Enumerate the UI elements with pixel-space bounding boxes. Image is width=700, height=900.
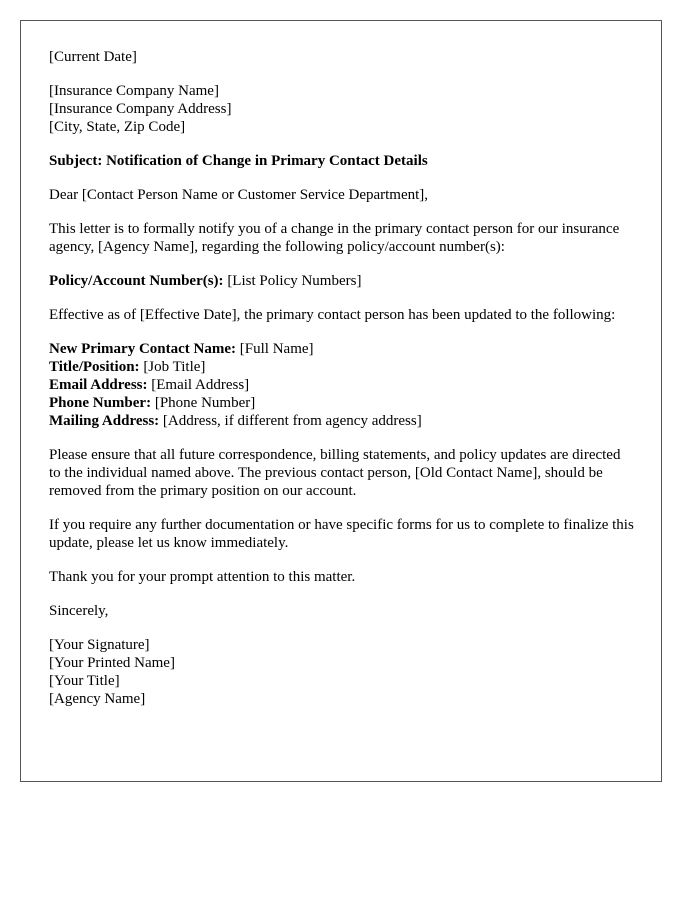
- thanks: Thank you for your prompt attention to this matter.: [49, 569, 356, 585]
- field-label: New Primary Contact Name:: [49, 341, 237, 357]
- agency-name: [Agency Name]: [49, 691, 146, 707]
- sender-title: [Your Title]: [49, 673, 120, 689]
- recipient-name: [Insurance Company Name]: [49, 83, 219, 99]
- field-value: [Full Name]: [236, 341, 314, 357]
- contact-phone-row: [49, 394, 634, 412]
- salutation: Dear [Contact Person Name or Customer Service Department],: [49, 187, 429, 203]
- contact-mailing-row: [49, 412, 634, 430]
- field-label: Title/Position:: [49, 359, 140, 375]
- intro-paragraph: This letter is to formally notify you of a change in the primary contact person for our insurance agency, [Agency Name], regarding the following policy/account number(s):: [49, 221, 620, 255]
- subject-text: Subject: Notification of Change in Primary Contact Details: [49, 153, 428, 169]
- contact-details: [49, 340, 634, 430]
- date: [Current Date]: [49, 49, 137, 65]
- field-value: [Address, if different from agency address]: [159, 413, 422, 429]
- closing: Sincerely,: [49, 603, 109, 619]
- recipient-address: [Insurance Company Address]: [49, 101, 232, 117]
- contact-email-row: [49, 376, 634, 394]
- letter: [20, 20, 662, 782]
- field-value: [Job Title]: [139, 359, 206, 375]
- effective-paragraph: Effective as of [Effective Date], the primary contact person has been updated to the following:: [49, 307, 616, 323]
- signature-block: [49, 636, 634, 708]
- policy-label: Policy/Account Number(s):: [49, 273, 224, 289]
- contact-name-row: [49, 340, 634, 358]
- field-label: Mailing Address:: [49, 413, 160, 429]
- body-paragraph-2: If you require any further documentation or have specific forms for us to complete to finalize this update, please let us know immediately.: [49, 517, 634, 551]
- field-value: [Phone Number]: [151, 395, 256, 411]
- field-label: Phone Number:: [49, 395, 152, 411]
- contact-title-row: [49, 358, 634, 376]
- field-label: Email Address:: [49, 377, 148, 393]
- signature: [Your Signature]: [49, 637, 150, 653]
- field-value: [Email Address]: [147, 377, 250, 393]
- recipient-block: [49, 82, 634, 136]
- policy-numbers: [49, 272, 634, 290]
- printed-name: [Your Printed Name]: [49, 655, 175, 671]
- recipient-city: [City, State, Zip Code]: [49, 119, 186, 135]
- body-paragraph-1: Please ensure that all future correspondence, billing statements, and policy updates are directed to the individual named above. The previous contact person, [Old Contact Name], should be removed from the primary position on our account.: [49, 447, 621, 499]
- subject: [49, 152, 634, 170]
- policy-value: [List Policy Numbers]: [223, 273, 362, 289]
